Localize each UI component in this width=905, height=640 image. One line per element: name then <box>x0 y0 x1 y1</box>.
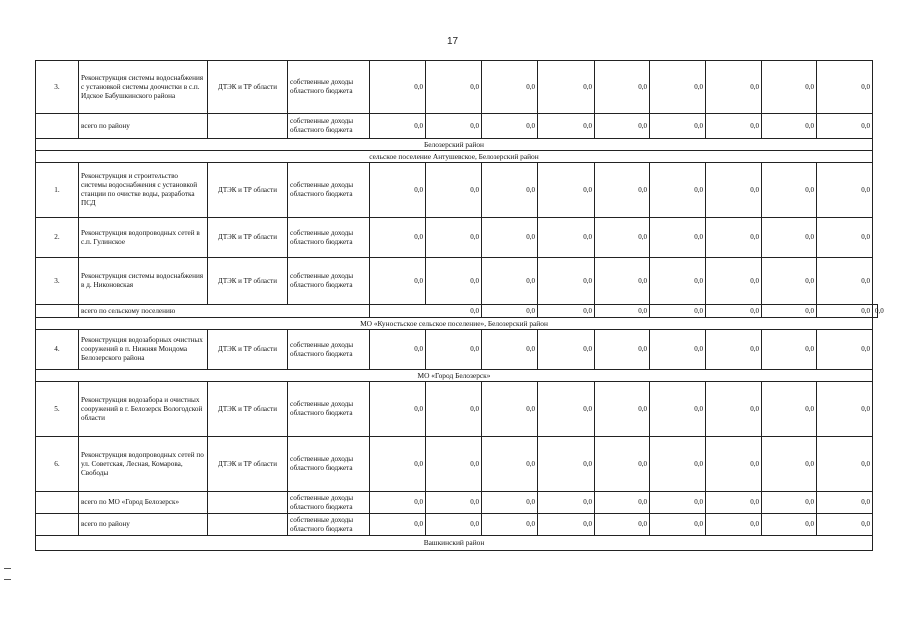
value-cell: 0,0 <box>706 218 762 258</box>
table-row <box>36 258 878 305</box>
value-cell: 0,0 <box>650 163 706 218</box>
value-cell: 0,0 <box>595 382 650 437</box>
value-cell: 0,0 <box>650 382 706 437</box>
value-cell: 0,0 <box>370 163 426 218</box>
value-cell: 0,0 <box>762 114 817 139</box>
table-row <box>36 163 878 218</box>
margin-mark <box>4 568 11 569</box>
project-name: Реконструкция водопроводных сетей по ул. Советская, Лесная, Комарова, Свободы <box>79 437 208 492</box>
executor: ДТЭК и ТР области <box>208 163 288 218</box>
value-cell: 0,0 <box>762 492 817 514</box>
value-cell: 0,0 <box>595 218 650 258</box>
value-cell: 0,0 <box>817 492 873 514</box>
value-cell: 0,0 <box>538 258 595 305</box>
total-label: всего по району <box>79 114 208 139</box>
row-number: 3. <box>36 61 79 114</box>
value-cell: 0,0 <box>482 330 538 370</box>
value-cell: 0,0 <box>595 437 650 492</box>
total-row <box>36 492 878 514</box>
section-header-row <box>36 370 878 382</box>
project-name: Реконструкция и строительство системы водоснабжения с установкой станции по очистке воды, разработка ПСД <box>79 163 208 218</box>
value-cell: 0,0 <box>426 114 482 139</box>
value-cell: 0,0 <box>370 382 426 437</box>
value-cell: 0,0 <box>482 305 538 318</box>
funding-source: собственные доходы областного бюджета <box>288 61 370 114</box>
value-cell: 0,0 <box>817 437 873 492</box>
executor: ДТЭК и ТР области <box>208 437 288 492</box>
value-cell: 0,0 <box>482 258 538 305</box>
total-row <box>36 514 878 536</box>
funding-source: собственные доходы областного бюджета <box>288 514 370 536</box>
value-cell: 0,0 <box>650 305 706 318</box>
row-number: 1. <box>36 163 79 218</box>
total-label: всего по району <box>79 514 208 536</box>
value-cell: 0,0 <box>762 163 817 218</box>
project-name: Реконструкция водопроводных сетей в с.п. Гулинское <box>79 218 208 258</box>
value-cell: 0,0 <box>538 305 595 318</box>
project-name: Реконструкция системы водоснабжения в д. Никоновская <box>79 258 208 305</box>
value-cell: 0,0 <box>595 330 650 370</box>
funding-source: собственные доходы областного бюджета <box>288 492 370 514</box>
table-row <box>36 61 878 114</box>
section-header-row <box>36 536 878 551</box>
executor <box>208 514 288 536</box>
value-cell: 0,0 <box>762 258 817 305</box>
value-cell: 0,0 <box>426 258 482 305</box>
executor <box>208 492 288 514</box>
table-body <box>36 61 884 551</box>
row-number: 2. <box>36 218 79 258</box>
value-cell: 0,0 <box>538 437 595 492</box>
funding-source: собственные доходы областного бюджета <box>288 258 370 305</box>
value-cell: 0,0 <box>538 492 595 514</box>
row-number: 4. <box>36 330 79 370</box>
section-header-row <box>36 318 878 330</box>
section-title: МО «Город Белозерск» <box>36 370 873 382</box>
section-title: МО «Куностьское сельское поселение», Белозерский район <box>36 318 873 330</box>
budget-table <box>35 60 884 551</box>
value-cell: 0,0 <box>706 305 762 318</box>
value-cell: 0,0 <box>595 163 650 218</box>
value-cell: 0,0 <box>595 492 650 514</box>
value-cell: 0,0 <box>650 218 706 258</box>
value-cell: 0,0 <box>426 382 482 437</box>
value-cell: 0,0 <box>482 492 538 514</box>
project-name: Реконструкция водозаборных очистных сооружений в п. Нижняя Мондома Белозерского района <box>79 330 208 370</box>
value-cell: 0,0 <box>426 218 482 258</box>
row-number <box>36 514 79 536</box>
value-cell: 0,0 <box>538 61 595 114</box>
table-row <box>36 218 878 258</box>
value-cell: 0,0 <box>762 305 817 318</box>
row-number <box>36 114 79 139</box>
project-name: Реконструкция системы водоснабжения с установкой системы доочистки в с.п. Идское Бабушкинского района <box>79 61 208 114</box>
project-name: Реконструкция водозабора и очистных сооружений в г. Белозерск Вологодской области <box>79 382 208 437</box>
total-label: всего по сельскому поселению <box>79 305 370 318</box>
section-header-row <box>36 139 878 151</box>
value-cell: 0,0 <box>706 330 762 370</box>
row-number: 6. <box>36 437 79 492</box>
value-cell: 0,0 <box>706 514 762 536</box>
table-row <box>36 330 878 370</box>
value-cell: 0,0 <box>873 305 878 318</box>
value-cell: 0,0 <box>706 61 762 114</box>
executor: ДТЭК и ТР области <box>208 330 288 370</box>
executor: ДТЭК и ТР области <box>208 258 288 305</box>
value-cell: 0,0 <box>706 114 762 139</box>
total-row <box>36 114 878 139</box>
value-cell: 0,0 <box>762 218 817 258</box>
value-cell: 0,0 <box>706 258 762 305</box>
table-row <box>36 437 878 492</box>
value-cell: 0,0 <box>538 218 595 258</box>
value-cell: 0,0 <box>817 163 873 218</box>
funding-source: собственные доходы областного бюджета <box>288 437 370 492</box>
value-cell: 0,0 <box>482 382 538 437</box>
value-cell: 0,0 <box>482 218 538 258</box>
value-cell: 0,0 <box>370 305 482 318</box>
value-cell: 0,0 <box>426 514 482 536</box>
value-cell: 0,0 <box>370 330 426 370</box>
value-cell: 0,0 <box>426 492 482 514</box>
value-cell: 0,0 <box>762 61 817 114</box>
executor: ДТЭК и ТР области <box>208 382 288 437</box>
value-cell: 0,0 <box>817 218 873 258</box>
value-cell: 0,0 <box>426 61 482 114</box>
value-cell: 0,0 <box>538 330 595 370</box>
value-cell: 0,0 <box>762 437 817 492</box>
section-title: Вашкинский район <box>36 536 873 551</box>
value-cell: 0,0 <box>538 163 595 218</box>
value-cell: 0,0 <box>817 514 873 536</box>
executor: ДТЭК и ТР области <box>208 61 288 114</box>
value-cell: 0,0 <box>538 382 595 437</box>
value-cell: 0,0 <box>706 163 762 218</box>
value-cell: 0,0 <box>370 61 426 114</box>
total-row <box>36 305 878 318</box>
value-cell: 0,0 <box>538 114 595 139</box>
section-header-row <box>36 151 878 163</box>
value-cell: 0,0 <box>538 514 595 536</box>
row-number <box>36 492 79 514</box>
value-cell: 0,0 <box>762 514 817 536</box>
row-number: 5. <box>36 382 79 437</box>
value-cell: 0,0 <box>706 382 762 437</box>
value-cell: 0,0 <box>426 437 482 492</box>
value-cell: 0,0 <box>595 514 650 536</box>
value-cell: 0,0 <box>482 163 538 218</box>
value-cell: 0,0 <box>595 258 650 305</box>
value-cell: 0,0 <box>370 514 426 536</box>
funding-source: собственные доходы областного бюджета <box>288 163 370 218</box>
funding-source: собственные доходы областного бюджета <box>288 114 370 139</box>
value-cell: 0,0 <box>762 382 817 437</box>
page-number: 17 <box>446 36 459 47</box>
value-cell: 0,0 <box>650 258 706 305</box>
value-cell: 0,0 <box>370 218 426 258</box>
value-cell: 0,0 <box>817 258 873 305</box>
funding-source: собственные доходы областного бюджета <box>288 218 370 258</box>
section-title: Белозерский район <box>36 139 873 151</box>
funding-source: собственные доходы областного бюджета <box>288 330 370 370</box>
value-cell: 0,0 <box>650 437 706 492</box>
value-cell: 0,0 <box>817 61 873 114</box>
value-cell: 0,0 <box>595 114 650 139</box>
value-cell: 0,0 <box>426 330 482 370</box>
value-cell: 0,0 <box>650 61 706 114</box>
value-cell: 0,0 <box>650 492 706 514</box>
total-label: всего по МО «Город Белозерск» <box>79 492 208 514</box>
value-cell: 0,0 <box>482 61 538 114</box>
value-cell: 0,0 <box>370 437 426 492</box>
executor: ДТЭК и ТР области <box>208 218 288 258</box>
value-cell: 0,0 <box>650 514 706 536</box>
margin-mark <box>4 579 11 580</box>
value-cell: 0,0 <box>817 305 873 318</box>
row-number: 3. <box>36 258 79 305</box>
value-cell: 0,0 <box>482 514 538 536</box>
value-cell: 0,0 <box>370 114 426 139</box>
value-cell: 0,0 <box>706 437 762 492</box>
value-cell: 0,0 <box>817 114 873 139</box>
funding-source: собственные доходы областного бюджета <box>288 382 370 437</box>
row-number <box>36 305 79 318</box>
value-cell: 0,0 <box>595 61 650 114</box>
value-cell: 0,0 <box>370 258 426 305</box>
value-cell: 0,0 <box>650 330 706 370</box>
value-cell: 0,0 <box>370 492 426 514</box>
value-cell: 0,0 <box>817 382 873 437</box>
value-cell: 0,0 <box>426 163 482 218</box>
value-cell: 0,0 <box>482 437 538 492</box>
value-cell: 0,0 <box>595 305 650 318</box>
section-title: сельское поселение Антушевское, Белозерский район <box>36 151 873 163</box>
executor <box>208 114 288 139</box>
value-cell: 0,0 <box>817 330 873 370</box>
value-cell: 0,0 <box>482 114 538 139</box>
value-cell: 0,0 <box>650 114 706 139</box>
value-cell: 0,0 <box>706 492 762 514</box>
table-row <box>36 382 878 437</box>
value-cell: 0,0 <box>762 330 817 370</box>
